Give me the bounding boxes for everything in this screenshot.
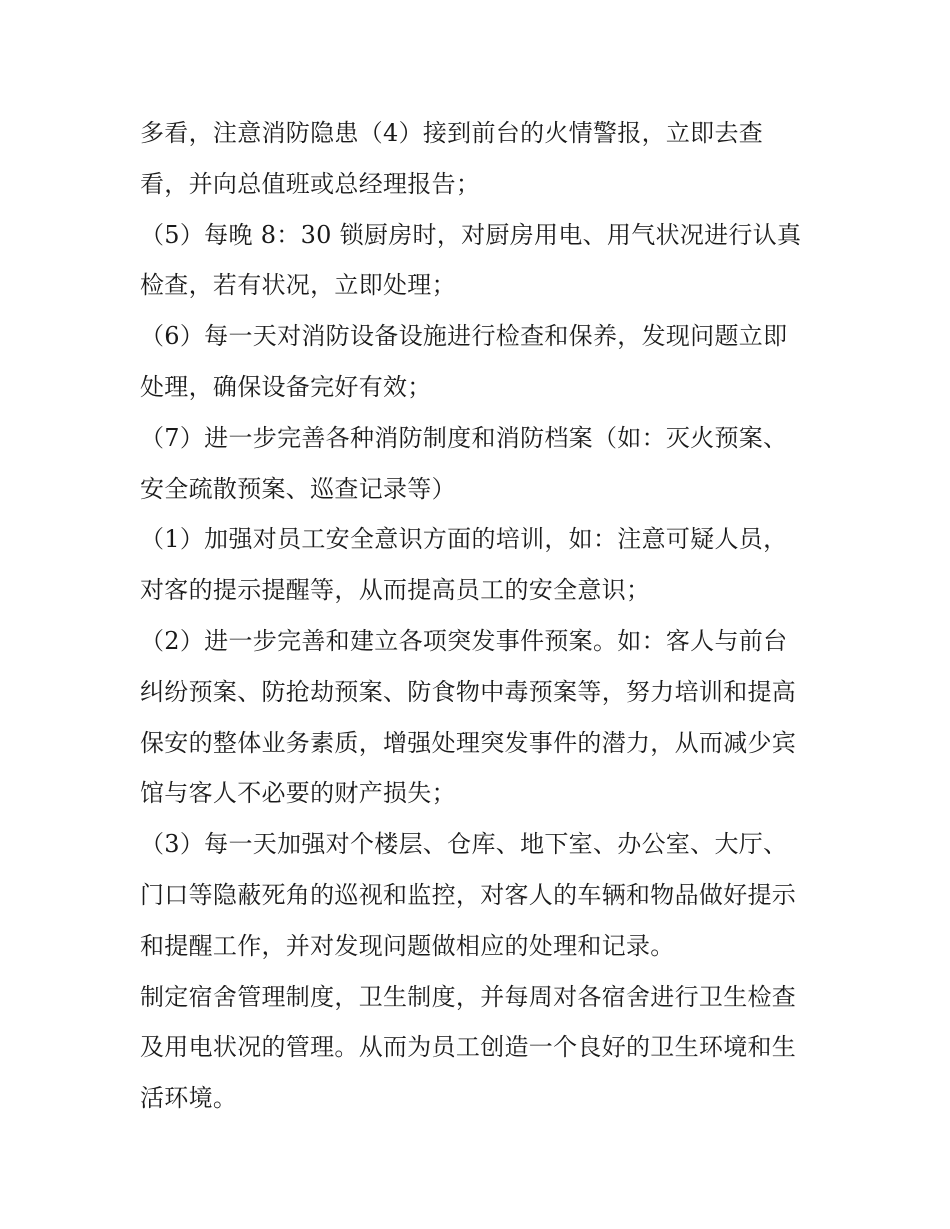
text-line: （6）每一天对消防设备设施进行检查和保养，发现问题立即 [140,322,788,351]
text-line: 多看，注意消防隐患（4）接到前台的火情警报，立即去查 [140,119,764,147]
text-line: 馆与客人不必要的财产损失； [140,779,456,808]
text-line: 和提醒工作，并对发现问题做相应的处理和记录。 [140,931,675,960]
text-line: 及用电状况的管理。从而为员工创造一个良好的卫生环境和生 [140,1033,797,1062]
text-line: 检查，若有状况，立即处理； [140,271,456,300]
body-text [140,108,830,1124]
text-line: 活环境。 [140,1084,238,1113]
text-line: 纠纷预案、防抢劫预案、防食物中毒预案等，努力培训和提高 [140,677,797,706]
text-line: （2）进一步完善和建立各项突发事件预案。如：客人与前台 [140,626,788,655]
text-line: 制定宿舍管理制度，卫生制度，并每周对各宿舍进行卫生检查 [140,982,797,1011]
text-line: 安全疏散预案、巡查记录等） [140,474,456,503]
text-line: 保安的整体业务素质，增强处理突发事件的潜力，从而减少宾 [140,728,797,757]
text-line: （1）加强对员工安全意识方面的培训，如：注意可疑人员， [140,525,788,554]
text-line: 看，并向总值班或总经理报告； [140,169,481,198]
text-line: （7）进一步完善各种消防制度和消防档案（如：灭火预案、 [140,423,788,452]
text-line: 对客的提示提醒等，从而提高员工的安全意识； [140,576,651,605]
text-line: 处理，确保设备完好有效； [140,372,432,401]
text-line: （5）每晚 8：30 锁厨房时，对厨房用电、用气状况进行认真 [140,220,802,249]
text-line: （3）每一天加强对个楼层、仓库、地下室、办公室、大厅、 [140,830,788,859]
text-line: 门口等隐蔽死角的巡视和监控，对客人的车辆和物品做好提示 [140,880,797,909]
